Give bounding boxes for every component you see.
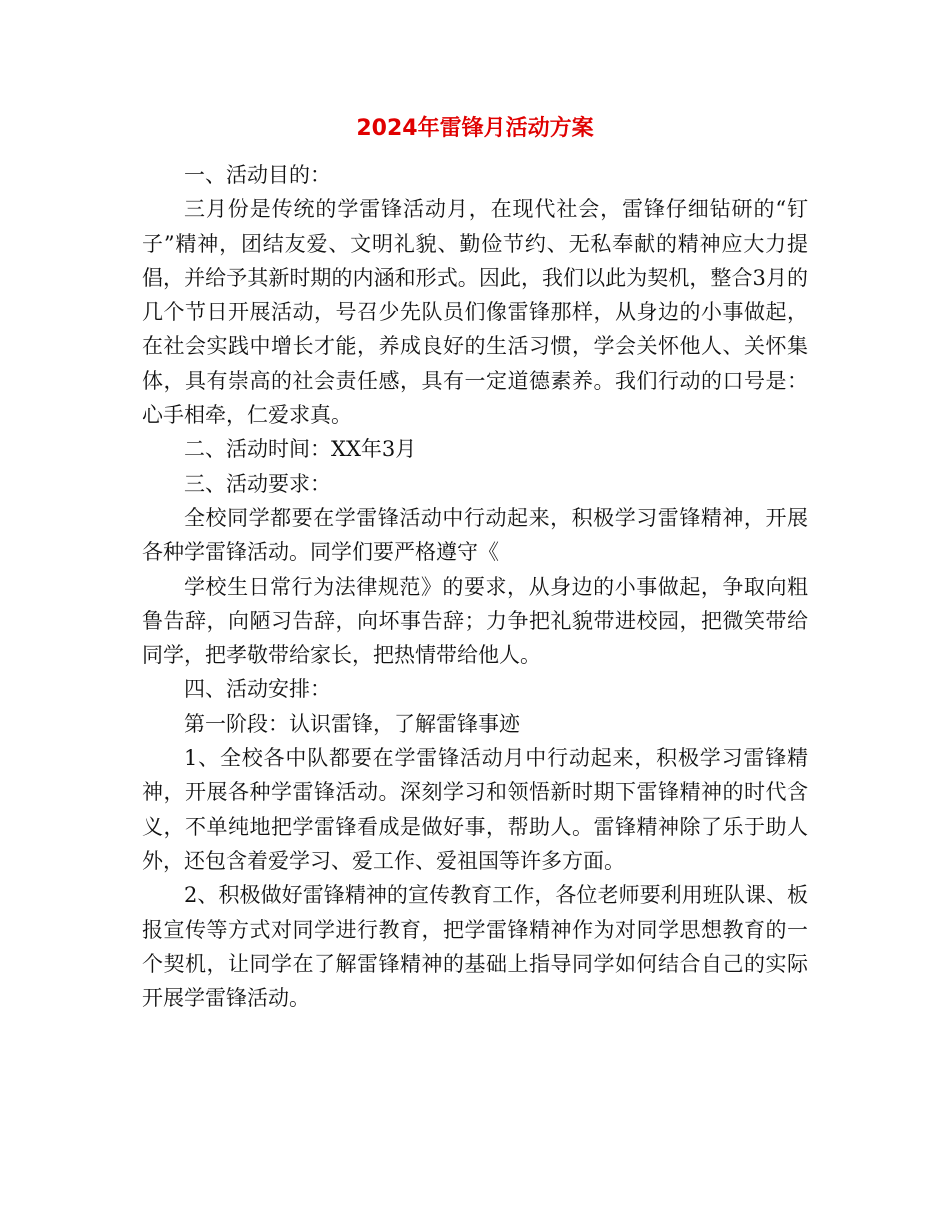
document-title: 2024年雷锋月活动方案 (356, 116, 594, 141)
section-heading-arrangement: 四、活动安排： (184, 677, 331, 702)
paragraph-requirements-1: 全校同学都要在学雷锋活动中行动起来，积极学习雷锋精神，开展各种学雷锋活动。同学们要严格遵守《 (142, 505, 808, 565)
section-heading-purpose: 一、活动目的： (184, 163, 331, 187)
paragraph-arrangement-2: 2、积极做好雷锋精神的宣传教育工作，各位老师要利用班队课、板报宣传等方式对同学进行教育，把学雷锋精神作为对同学思想教育的一个契机，让同学在了解雷锋精神的基础上指导同学如何结合自己的实际开展学雷锋活动。 (142, 883, 808, 1011)
paragraph-arrangement-1: 1、全校各中队都要在学雷锋活动月中行动起来，积极学习雷锋精神，开展各种学雷锋活动。深刻学习和领悟新时期下雷锋精神的时代含义，不单纯地把学雷锋看成是做好事，帮助人。雷锋精神除了乐于助人外，还包含着爱学习、爱工作、爱祖国等许多方面。 (142, 746, 808, 873)
document-body (142, 158, 808, 1015)
section-heading-requirements: 三、活动要求： (184, 471, 331, 496)
paragraph-requirements-2: 学校生日常行为法律规范》的要求，从身边的小事做起，争取向粗鲁告辞，向陋习告辞，向坏事告辞；力争把礼貌带进校园，把微笑带给同学，把孝敬带给家长，把热情带给他人。 (142, 574, 808, 668)
paragraph-purpose: 三月份是传统的学雷锋活动月，在现代社会，雷锋仔细钻研的“钉子”精神，团结友爱、文明礼貌、勤俭节约、无私奉献的精神应大力提倡，并给予其新时期的内涵和形式。因此，我们以此为契机，整合3月的几个节日开展活动，号召少先队员们像雷锋那样，从身边的小事做起，在社会实践中增长才能，养成良好的生活习惯，学会关怀他人、关怀集体，具有崇高的社会责任感，具有一定道德素养。我们行动的口号是：心手相牵，仁爱求真。 (142, 197, 808, 428)
stage-heading-1: 第一阶段：认识雷锋，了解雷锋事迹 (184, 711, 520, 736)
section-heading-time: 二、活动时间：XX年3月 (184, 437, 417, 462)
